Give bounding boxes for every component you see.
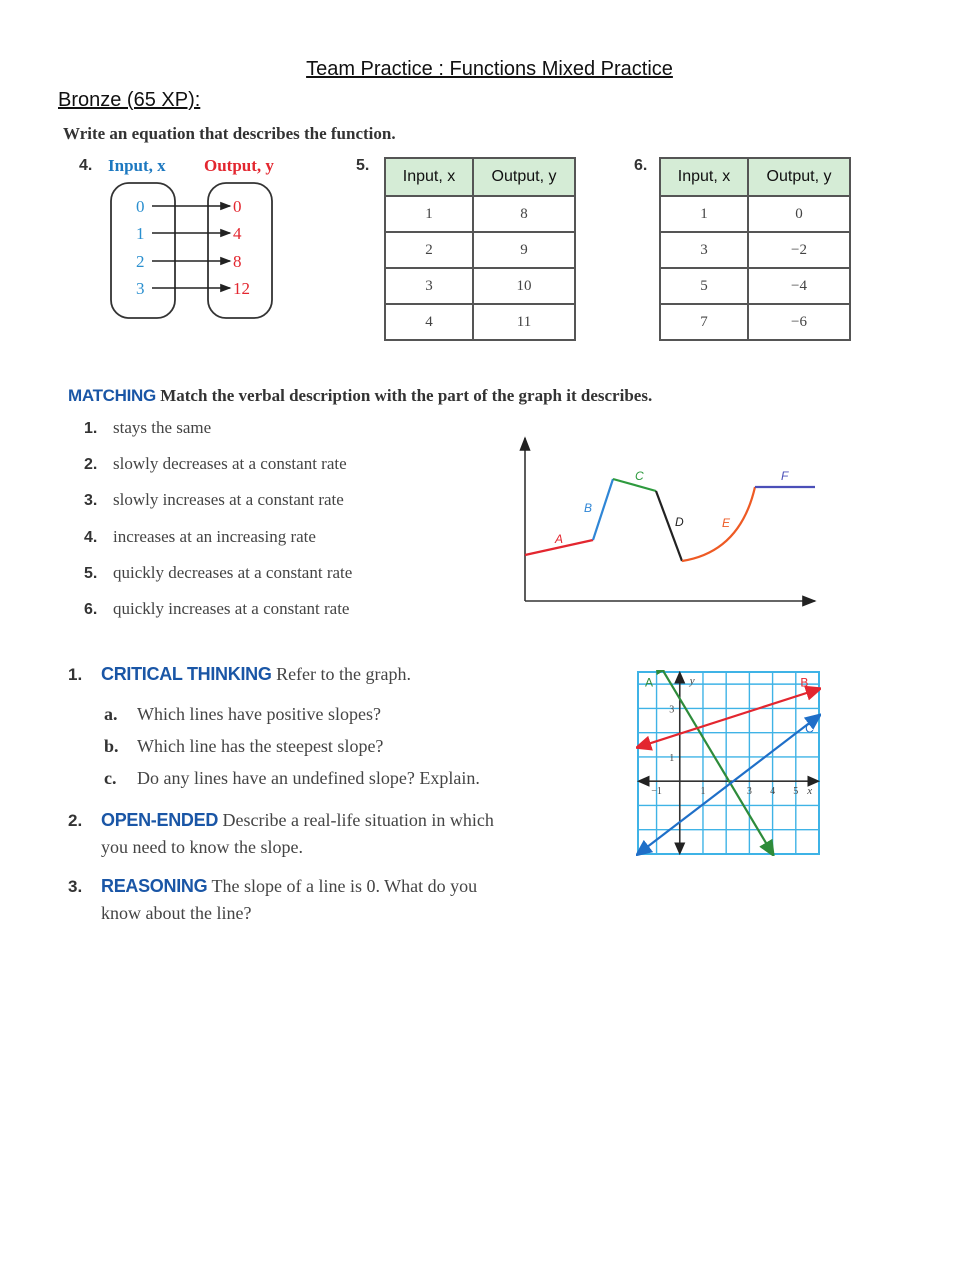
column-header: Output, y bbox=[748, 158, 850, 196]
x-tick-label: 5 bbox=[793, 786, 799, 798]
list-item bbox=[84, 527, 316, 547]
question-number: 1. bbox=[68, 665, 83, 684]
item-number: 2. bbox=[84, 456, 98, 473]
table-cell: 5 bbox=[660, 268, 748, 304]
list-item bbox=[84, 490, 344, 510]
y-tick-label: 1 bbox=[669, 752, 675, 764]
table-row bbox=[385, 304, 575, 340]
question-text-cont: know about the line? bbox=[101, 903, 252, 923]
question-number: 2. bbox=[68, 811, 83, 830]
input-value: 3 bbox=[136, 279, 145, 298]
output-value: 12 bbox=[233, 279, 250, 298]
table-cell: 0 bbox=[748, 196, 850, 232]
column-header: Output, y bbox=[473, 158, 575, 196]
list-item bbox=[84, 599, 349, 619]
sub-question-c bbox=[104, 768, 480, 789]
item-number: 6. bbox=[84, 601, 98, 618]
table-row bbox=[660, 232, 850, 268]
item-text: increases at an increasing rate bbox=[113, 527, 316, 546]
label-e: E bbox=[722, 516, 731, 530]
question-text: Describe a real-life situation in which bbox=[222, 810, 494, 830]
column-header: Input, x bbox=[660, 158, 748, 196]
question-keyword: CRITICAL THINKING bbox=[101, 664, 272, 684]
question-3 bbox=[68, 873, 477, 927]
question-text: The slope of a line is 0. What do you bbox=[211, 876, 478, 896]
question-text-cont: you need to know the slope. bbox=[101, 837, 303, 857]
table-cell: 9 bbox=[473, 232, 575, 268]
page-title: Team Practice : Functions Mixed Practice bbox=[306, 58, 673, 80]
problem-number: 4. bbox=[79, 157, 93, 174]
item-text: slowly increases at a constant rate bbox=[113, 490, 344, 509]
label-a: A bbox=[555, 532, 564, 546]
table-cell: 7 bbox=[660, 304, 748, 340]
x-tick-label: 3 bbox=[746, 786, 752, 798]
table-row bbox=[385, 268, 575, 304]
item-text: quickly decreases at a constant rate bbox=[113, 563, 353, 582]
table-cell: 2 bbox=[385, 232, 473, 268]
item-number: 1. bbox=[84, 420, 98, 437]
output-value: 8 bbox=[233, 252, 242, 271]
table-row bbox=[660, 304, 850, 340]
output-value: 4 bbox=[233, 224, 242, 243]
mapping-diagram bbox=[100, 180, 285, 325]
table-cell: −6 bbox=[748, 304, 850, 340]
matching-graph bbox=[515, 430, 825, 610]
sub-text: Which lines have positive slopes? bbox=[137, 704, 381, 724]
item-text: slowly decreases at a constant rate bbox=[113, 454, 347, 473]
table-header-row bbox=[660, 158, 850, 196]
table-row bbox=[660, 196, 850, 232]
label-b: B bbox=[584, 501, 593, 515]
segment-b bbox=[593, 479, 613, 540]
table-row bbox=[385, 232, 575, 268]
table-cell: 8 bbox=[473, 196, 575, 232]
question-text: Refer to the graph. bbox=[276, 664, 412, 684]
x-tick-label: 1 bbox=[700, 786, 706, 798]
table-header-row bbox=[385, 158, 575, 196]
column-header: Input, x bbox=[385, 158, 473, 196]
table-cell: 3 bbox=[385, 268, 473, 304]
sub-question-b bbox=[104, 736, 383, 757]
question-keyword: REASONING bbox=[101, 876, 208, 896]
item-number: 4. bbox=[84, 529, 98, 546]
table-row bbox=[385, 196, 575, 232]
table-cell: −4 bbox=[748, 268, 850, 304]
matching-prompt: Match the verbal description with the part of the graph it describes. bbox=[160, 386, 653, 405]
question-keyword: OPEN-ENDED bbox=[101, 810, 219, 830]
sub-letter: c. bbox=[104, 768, 117, 788]
item-text: stays the same bbox=[113, 418, 212, 437]
item-number: 3. bbox=[84, 492, 98, 509]
input-value: 2 bbox=[136, 252, 145, 271]
output-value: 0 bbox=[233, 197, 242, 216]
sub-text: Which line has the steepest slope? bbox=[137, 736, 384, 756]
sub-letter: b. bbox=[104, 736, 119, 756]
item-text: quickly increases at a constant rate bbox=[113, 599, 350, 618]
table-cell: 1 bbox=[385, 196, 473, 232]
table-cell: 4 bbox=[385, 304, 473, 340]
sub-letter: a. bbox=[104, 704, 118, 724]
label-f: F bbox=[781, 469, 789, 483]
line-label-a: A bbox=[644, 675, 653, 690]
item-number: 5. bbox=[84, 565, 98, 582]
function-table bbox=[659, 157, 851, 341]
question-2 bbox=[68, 807, 494, 861]
y-tick-label: 3 bbox=[669, 704, 675, 716]
matching-heading bbox=[68, 386, 652, 406]
label-d: D bbox=[675, 515, 684, 529]
list-item bbox=[84, 418, 211, 438]
line-label-b: B bbox=[800, 675, 809, 690]
list-item bbox=[84, 454, 347, 474]
y-axis-label: y bbox=[689, 675, 695, 687]
problem-number: 6. bbox=[634, 157, 648, 174]
table-cell: 1 bbox=[660, 196, 748, 232]
table-row bbox=[660, 268, 850, 304]
table-cell: 10 bbox=[473, 268, 575, 304]
instruction-text: Write an equation that describes the function. bbox=[63, 124, 396, 143]
x-tick-label: −1 bbox=[651, 786, 662, 798]
x-tick-label: 4 bbox=[770, 786, 776, 798]
input-label: Input, x bbox=[108, 156, 166, 175]
table-cell: 3 bbox=[660, 232, 748, 268]
table-cell: 11 bbox=[473, 304, 575, 340]
label-c: C bbox=[635, 469, 644, 483]
sub-question-a bbox=[104, 704, 381, 725]
table-cell: −2 bbox=[748, 232, 850, 268]
problem-number: 5. bbox=[356, 157, 370, 174]
list-item bbox=[84, 563, 352, 583]
grid-frame bbox=[638, 672, 819, 854]
question-1 bbox=[68, 664, 411, 685]
coordinate-graph bbox=[636, 670, 821, 856]
input-value: 1 bbox=[136, 224, 145, 243]
input-value: 0 bbox=[136, 197, 145, 216]
x-axis-label: x bbox=[807, 785, 813, 798]
function-table bbox=[384, 157, 576, 341]
output-label: Output, y bbox=[204, 156, 274, 175]
sub-text: Do any lines have an undefined slope? Explain. bbox=[137, 768, 480, 788]
line-label-c: C bbox=[805, 721, 814, 736]
segment-e bbox=[682, 487, 755, 561]
matching-keyword: MATCHING bbox=[68, 386, 156, 405]
section-heading-bronze: Bronze (65 XP): bbox=[58, 89, 201, 111]
question-number: 3. bbox=[68, 877, 83, 896]
